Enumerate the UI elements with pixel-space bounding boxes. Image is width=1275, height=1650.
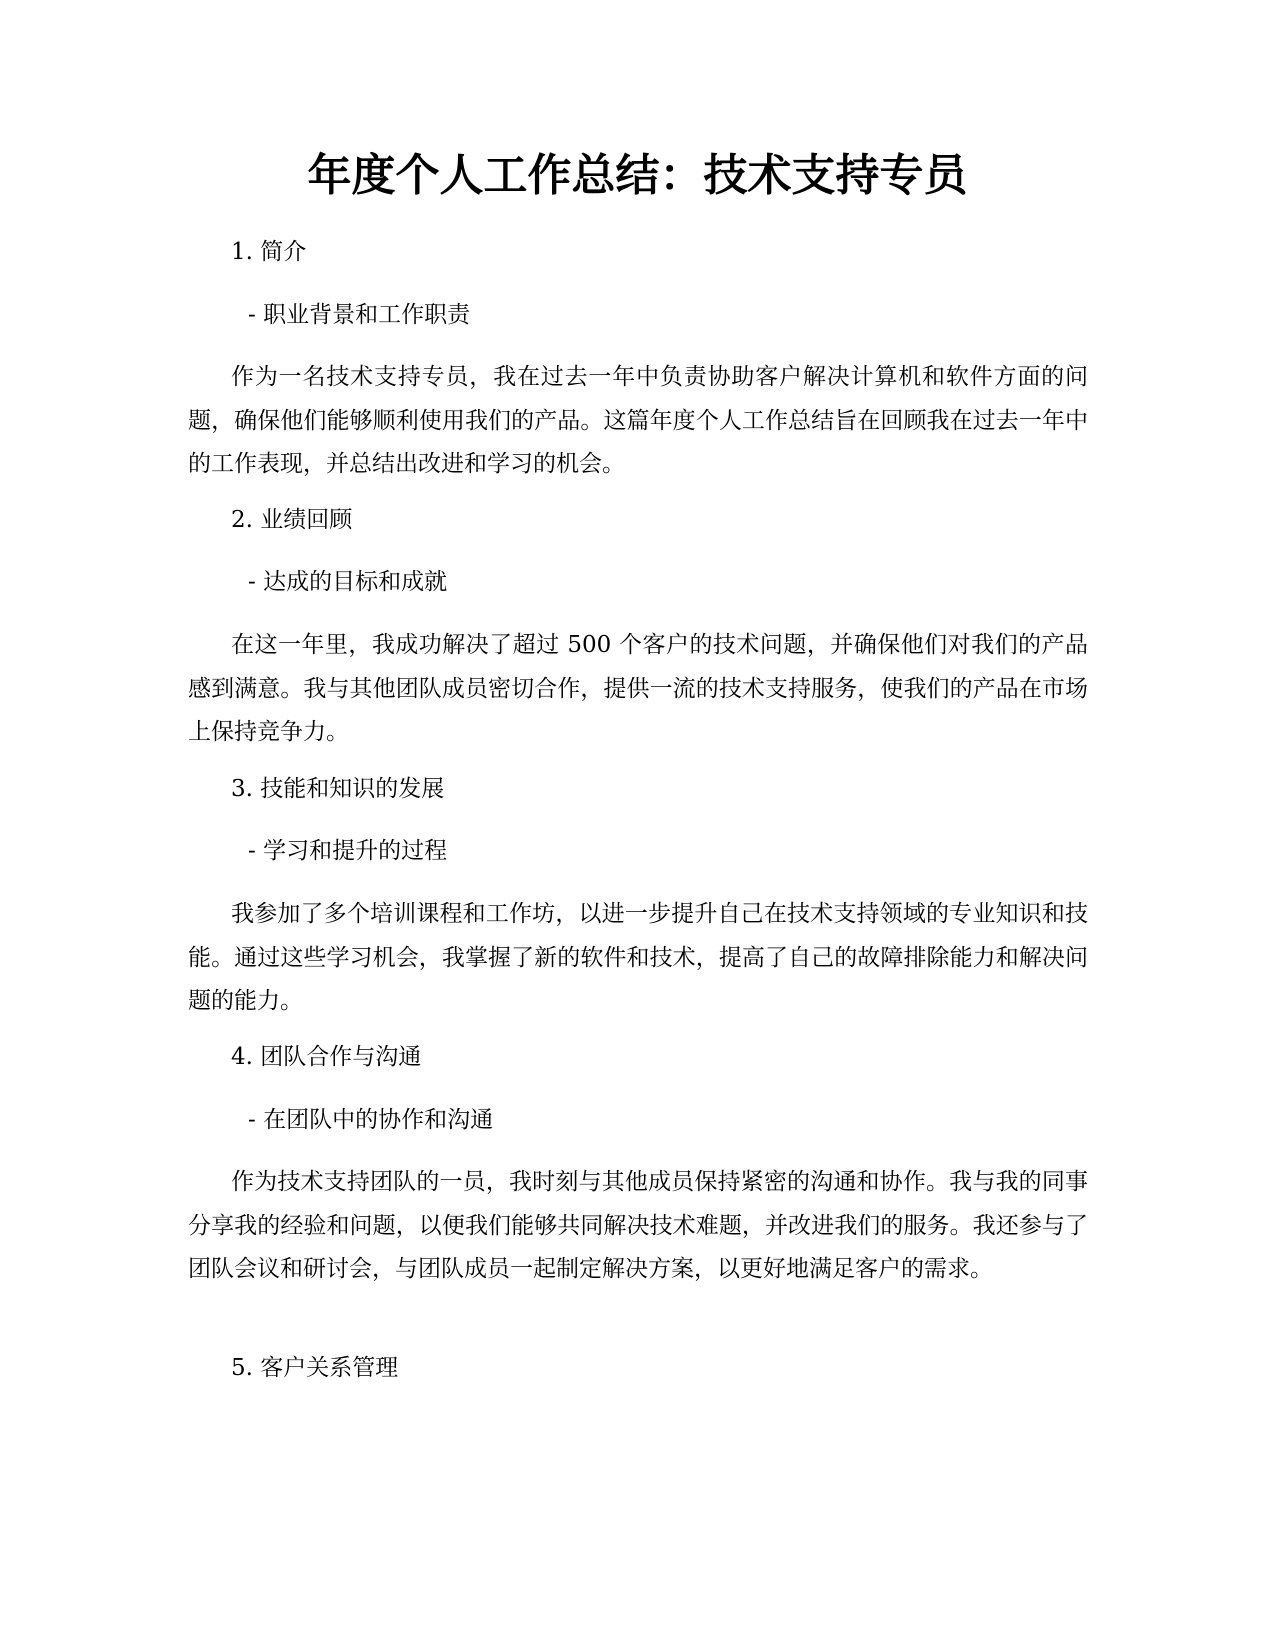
section-subheading: - 达成的目标和成就 — [248, 569, 448, 595]
section-paragraph: 我参加了多个培训课程和工作坊，以进一步提升自己在技术支持领域的专业知识和技能。通过这些学习机会，我掌握了新的软件和技术，提高了自己的故障排除能力和解决问题的能力。 — [188, 901, 1088, 1014]
section-subheading: - 职业背景和工作职责 — [248, 302, 471, 328]
section-subheading: - 在团队中的协作和沟通 — [248, 1107, 494, 1133]
section-heading: 5. 客户关系管理 — [231, 1355, 399, 1381]
section-heading: 3. 技能和知识的发展 — [231, 776, 445, 802]
section-heading: 4. 团队合作与沟通 — [231, 1044, 422, 1070]
section-heading: 1. 简介 — [231, 239, 307, 265]
section-paragraph: 作为技术支持团队的一员，我时刻与其他成员保持紧密的沟通和协作。我与我的同事分享我的经验和问题，以便我们能够共同解决技术难题，并改进我们的服务。我还参与了团队会议和研讨会，与团队成员一起制定解决方案，以更好地满足客户的需求。 — [188, 1169, 1088, 1282]
section-subheading: - 学习和提升的过程 — [248, 838, 448, 864]
section-heading: 2. 业绩回顾 — [231, 507, 353, 533]
document-title: 年度个人工作总结：技术支持专员 — [307, 150, 968, 201]
section-paragraph: 作为一名技术支持专员，我在过去一年中负责协助客户解决计算机和软件方面的问题，确保他们能够顺利使用我们的产品。这篇年度个人工作总结旨在回顾我在过去一年中的工作表现，并总结出改进和学习的机会。 — [188, 364, 1088, 477]
section-paragraph: 在这一年里，我成功解决了超过 500 个客户的技术问题，并确保他们对我们的产品感到满意。我与其他团队成员密切合作，提供一流的技术支持服务，使我们的产品在市场上保持竞争力。 — [188, 632, 1088, 745]
